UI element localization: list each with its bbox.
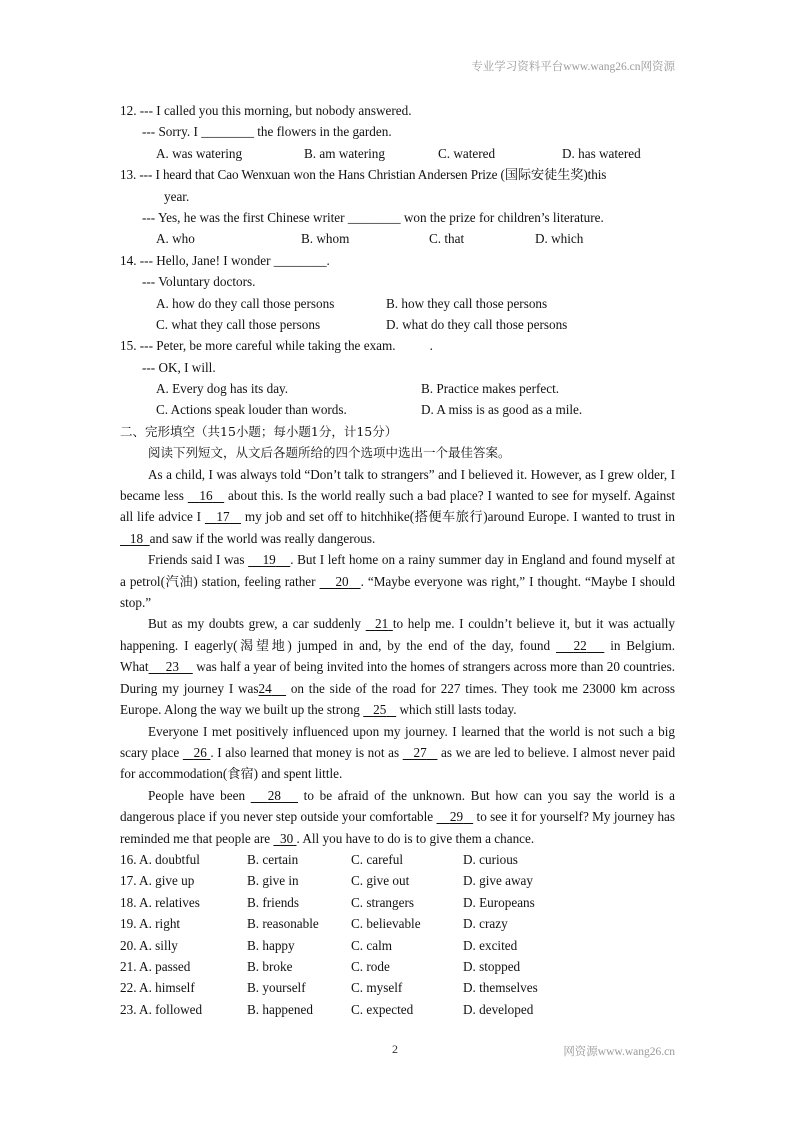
q13-line1: 13. --- I heard that Cao Wenxuan won the Hans Christian Andersen Prize (国际安徒生奖)this (120, 167, 607, 183)
options-row-21: 21. A. passed B. broke C. rode D. stopped (120, 958, 521, 974)
passage-text: on the side of the road for 227 times. They took me 23000 km across Europe. Along the way we built up the strong (120, 680, 676, 718)
section2-instruction: 阅读下列短文，从文后各题所给的四个选项中选出一个最佳答案。 (148, 445, 511, 461)
exam-content (120, 100, 675, 1020)
passage-text: my job and set off to hitchhike(搭便车旅行)around Europe. I wanted to trust in (244, 509, 675, 525)
blank-27: 27 (413, 744, 427, 760)
q14-option-a: A. how do they call those persons (156, 295, 335, 311)
options-row-17: 17. A. give up B. give in C. give out D. give away (120, 873, 533, 889)
q14-option-c: C. what they call those persons (156, 316, 321, 332)
blank-25: 25 (373, 702, 387, 718)
q15-line1-end: . (429, 338, 433, 354)
passage-paragraph-1 (120, 464, 675, 550)
passage-text: Friends said I was (148, 552, 245, 568)
blank-22: 22 (573, 637, 587, 653)
q13-line1b: year. (164, 188, 190, 204)
q14-option-b: B. how they call those persons (386, 295, 548, 311)
passage-text: Everyone I met positively influenced upon my journey. I learned that the world is not such a big scary place (120, 723, 675, 760)
passage-text: . But I left home on a rainy summer day in England and found myself at a petrol(汽油) station, feeling rather (120, 552, 676, 589)
passage-text: . All you have to do is to give them a chance. (296, 830, 535, 846)
q13-option-d: D. which (535, 231, 584, 247)
q14-options-ab (120, 293, 675, 314)
q12-option-a: A. was watering (156, 145, 243, 161)
passage-paragraph-5 (120, 785, 675, 849)
header-watermark: 专业学习资料平台www.wang26.cn网资源 (471, 61, 675, 73)
blank-19: 19 (262, 552, 276, 568)
q12-option-b: B. am watering (304, 145, 385, 161)
q14-option-d: D. what do they call those persons (386, 316, 568, 332)
options-row-20: 20. A. silly B. happy C. calm D. excited (120, 937, 518, 953)
q13-options (120, 228, 675, 249)
passage-text: was half a year of being invited into the homes of strangers across more than 20 countries. During my journey I was (120, 659, 676, 696)
q15-option-a: A. Every dog has its day. (156, 381, 289, 397)
blank-20: 20 (335, 573, 349, 589)
passage-text: and saw if the world was really dangerous. (149, 530, 376, 546)
blank-23: 23 (165, 659, 179, 675)
passage-paragraph-3 (120, 613, 675, 720)
blank-16: 16 (199, 488, 213, 504)
q12-line2: --- Sorry. I ________ the flowers in the garden. (142, 124, 392, 140)
passage-text: But as my doubts grew, a car suddenly (148, 616, 362, 632)
passage-text: . “Maybe everyone was right,” I thought. “Maybe I should stop.” (120, 573, 676, 611)
footer-watermark: 网资源www.wang26.cn (563, 1046, 675, 1058)
q13-option-b: B. whom (301, 231, 350, 247)
blank-26: 26 (193, 744, 207, 760)
q12-line1: 12. --- I called you this morning, but nobody answered. (120, 103, 412, 118)
q14-options-cd (120, 314, 675, 335)
passage-text: in Belgium. What (120, 637, 676, 675)
passage-text: about this. Is the world really such a bad place? I wanted to see for myself. Against all life advice I (120, 488, 676, 525)
blank-17: 17 (216, 509, 230, 525)
section2-title: 二、完形填空（共15小题；每小题1分，计15分） (120, 423, 398, 439)
blank-21: 21 (375, 616, 389, 632)
passage-paragraph-2 (120, 549, 675, 613)
blank-18: 18 (129, 530, 144, 546)
passage-text: . I also learned that money is not as (210, 744, 400, 760)
options-row-22: 22. A. himself B. yourself C. myself D. themselves (120, 980, 538, 996)
options-row-19: 19. A. right B. reasonable C. believable D. crazy (120, 916, 508, 932)
options-row-16: 16. A. doubtful B. certain C. careful D. curious (120, 851, 518, 867)
q15-option-b: B. Practice makes perfect. (421, 381, 560, 397)
q13-option-c: C. that (429, 231, 465, 247)
passage-text: to help me. I couldn’t believe it, but it was actually happening. I eagerly(渴望地) jumped in and, by the end of the day, found (120, 616, 675, 653)
passage-text: As a child, I was always told “Don’t talk to strangers” and I believed it. However, as I grew older, I became less (120, 466, 675, 504)
passage-text: which still lasts today. (399, 702, 517, 718)
q14-line1: 14. --- Hello, Jane! I wonder ________. (120, 252, 330, 268)
blank-28: 28 (267, 787, 281, 803)
q15-line1 (120, 335, 675, 356)
options-row-23: 23. A. followed B. happened C. expected D. developed (120, 1001, 534, 1017)
q13-option-a: A. who (156, 231, 195, 247)
blank-24: 24 (258, 680, 272, 696)
q15-options-ab (120, 378, 675, 399)
blank-30: 30 (280, 830, 294, 846)
passage-paragraph-4 (120, 721, 675, 785)
passage-text: as we are led to believe. I almost never paid for accommodation(食宿) and spent little. (120, 744, 676, 782)
q15-line2: --- OK, I will. (142, 359, 216, 375)
q15-option-d: D. A miss is as good as a mile. (421, 402, 583, 418)
q14-line2: --- Voluntary doctors. (142, 274, 256, 290)
q12-options (120, 143, 675, 164)
q15-option-c: C. Actions speak louder than words. (156, 402, 347, 418)
q12-option-d: D. has watered (562, 145, 641, 161)
passage-text: to be afraid of the unknown. But how can you say the world is a dangerous place if you never step outside your comfortable (120, 787, 676, 825)
q12-option-c: C. watered (438, 145, 496, 161)
passage-text: to see it for yourself? My journey has reminded me that people are (120, 809, 676, 846)
page-number: 2 (392, 1042, 398, 1056)
q13-line2: --- Yes, he was the first Chinese writer ________ won the prize for children’s literature. (142, 209, 604, 225)
q15-line1-text: 15. --- Peter, be more careful while taking the exam. (120, 338, 396, 354)
passage-text: People have been (148, 787, 246, 803)
q15-options-cd (120, 399, 675, 420)
blank-29: 29 (449, 809, 464, 825)
options-row-18: 18. A. relatives B. friends C. strangers D. Europeans (120, 894, 535, 910)
